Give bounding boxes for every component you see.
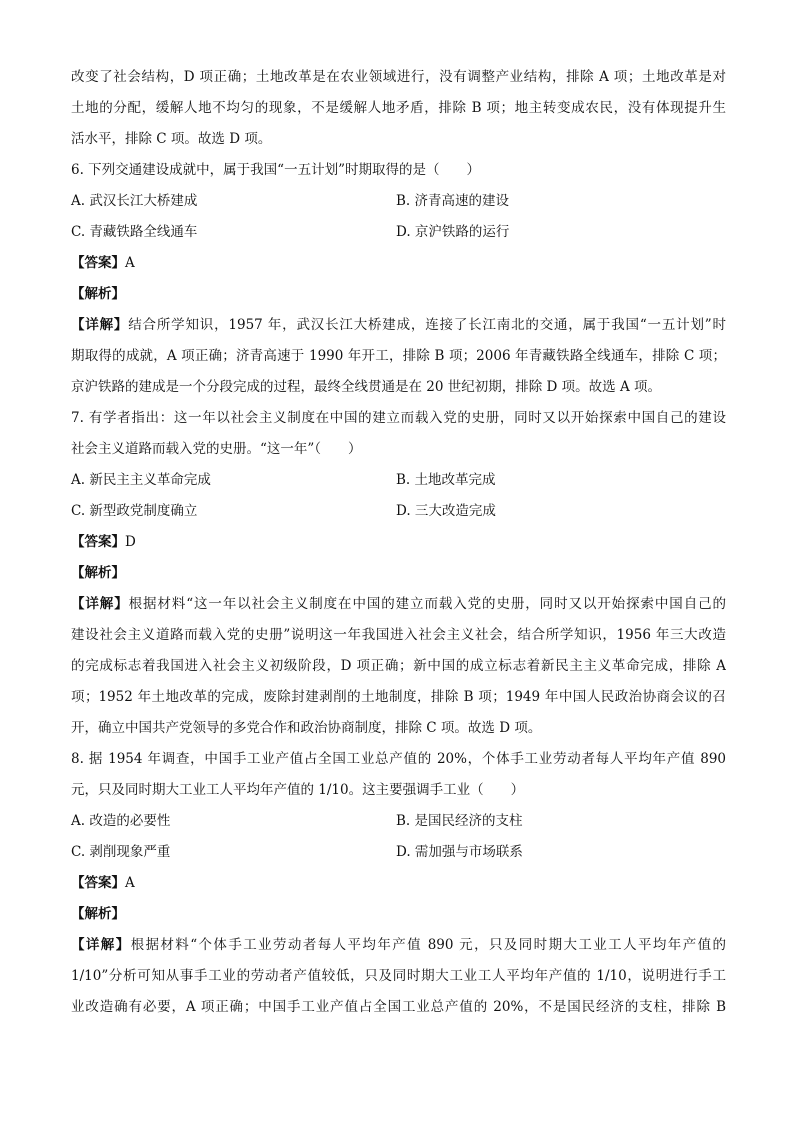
options-row — [71, 496, 726, 527]
detail-line: 京沪铁路的建成是一个分段完成的过程，最终全线贯通是在 20 世纪初期，排除 D 项。故选 A 项。 — [71, 379, 661, 395]
option-c: C. 青藏铁路全线通车 — [71, 224, 198, 240]
text-line: 改变了社会结构，D 项正确；土地改革是在农业领域进行，没有调整产业结构，排除 A 项；土地改革是对 — [71, 69, 726, 85]
answer-line — [71, 868, 726, 899]
options-row — [71, 186, 726, 217]
option-a: A. 武汉长江大桥建成 — [71, 193, 198, 209]
question-stem: 8. 据 1954 年调查，中国手工业产值占全国工业总产值的 20%，个体手工业劳动者每人平均年产值 890 — [71, 751, 726, 767]
answer-tag: 【答案】 — [71, 255, 125, 271]
option-b: B. 济青高速的建设 — [396, 193, 510, 209]
answer-value: A — [125, 255, 135, 271]
question-8 — [71, 744, 726, 1023]
answer-value: A — [125, 875, 135, 891]
detail-line: 的完成标志着我国进入社会主义初级阶段，D 项正确；新中国的成立标志着新民主主义革命完成，排除 A — [71, 658, 726, 674]
options-row — [71, 217, 726, 248]
detail-line: 期取得的成就，A 项正确；济青高速于 1990 年开工，排除 B 项；2006 年青藏铁路全线通车，排除 C 项； — [71, 348, 726, 364]
options-row — [71, 806, 726, 837]
option-d: D. 三大改造完成 — [396, 503, 496, 519]
option-d: D. 京沪铁路的运行 — [396, 224, 510, 240]
option-b: B. 土地改革完成 — [396, 472, 496, 488]
detail-text: 结合所学知识，1957 年，武汉长江大桥建成，连接了长江南北的交通，属于我国“一五计划”时 — [128, 317, 726, 333]
text-line: 土地的分配，缓解人地不均匀的现象，不是缓解人地矛盾，排除 B 项；地主转变成农民，没有体现提升生 — [71, 100, 726, 116]
detail-line: 项；1952 年土地改革的完成，废除封建剥削的土地制度，排除 B 项；1949 年中国人民政治协商会议的召 — [71, 689, 726, 705]
detail-line — [71, 310, 726, 341]
question-stem: 社会主义道路而载入党的史册。“这一年”（ ） — [71, 441, 362, 457]
detail-line: 开，确立中国共产党领导的多党合作和政治协商制度，排除 C 项。故选 D 项。 — [71, 720, 542, 736]
detail-tag: 【详解】 — [71, 937, 131, 953]
answer-line — [71, 248, 726, 279]
option-b: B. 是国民经济的支柱 — [396, 813, 523, 829]
detail-tag: 【详解】 — [71, 317, 129, 333]
detail-text: 根据材料“这一年以社会主义制度在中国的建立而载入党的史册，同时又以开始探索中国自己的 — [128, 596, 726, 612]
question-stem: 元，只及同时期大工业工人平均年产值的 1/10。这主要强调手工业（ ） — [71, 782, 525, 798]
answer-tag: 【答案】 — [71, 875, 125, 891]
detail-line: 1/10”分析可知从事手工业的劳动者产值较低，只及同时期大工业工人平均年产值的 1/10，说明进行手工 — [71, 968, 726, 984]
answer-tag: 【答案】 — [71, 534, 125, 550]
detail-line — [71, 930, 726, 961]
option-a: A. 新民主主义革命完成 — [71, 472, 211, 488]
text-line: 活水平，排除 C 项。故选 D 项。 — [71, 131, 272, 147]
question-6 — [71, 155, 726, 403]
detail-line: 建设社会主义道路而载入党的史册”说明这一年我国进入社会主义社会，结合所学知识，1956 年三大改造 — [71, 627, 726, 643]
options-row — [71, 465, 726, 496]
detail-line: 业改造确有必要，A 项正确；中国手工业产值占全国工业总产值的 20%，不是国民经济的支柱，排除 B — [71, 999, 726, 1015]
analysis-tag: 【解析】 — [71, 286, 125, 302]
question-stem: 7. 有学者指出：这一年以社会主义制度在中国的建立而载入党的史册，同时又以开始探索中国自己的建设 — [71, 410, 726, 426]
question-7 — [71, 403, 726, 744]
option-c: C. 剥削现象严重 — [71, 844, 171, 860]
question-stem: 6. 下列交通建设成就中，属于我国“一五计划”时期取得的是（ ） — [71, 162, 480, 178]
answer-value: D — [125, 534, 136, 550]
detail-tag: 【详解】 — [71, 596, 129, 612]
detail-text: 根据材料“个体手工业劳动者每人平均年产值 890 元，只及同时期大工业工人平均年产值的 — [130, 937, 726, 953]
answer-line — [71, 527, 726, 558]
analysis-tag: 【解析】 — [71, 906, 125, 922]
page-content — [71, 62, 726, 1023]
prev-explanation — [71, 62, 726, 155]
option-c: C. 新型政党制度确立 — [71, 503, 198, 519]
detail-line — [71, 589, 726, 620]
option-a: A. 改造的必要性 — [71, 813, 171, 829]
analysis-tag: 【解析】 — [71, 565, 125, 581]
options-row — [71, 837, 726, 868]
option-d: D. 需加强与市场联系 — [396, 844, 523, 860]
